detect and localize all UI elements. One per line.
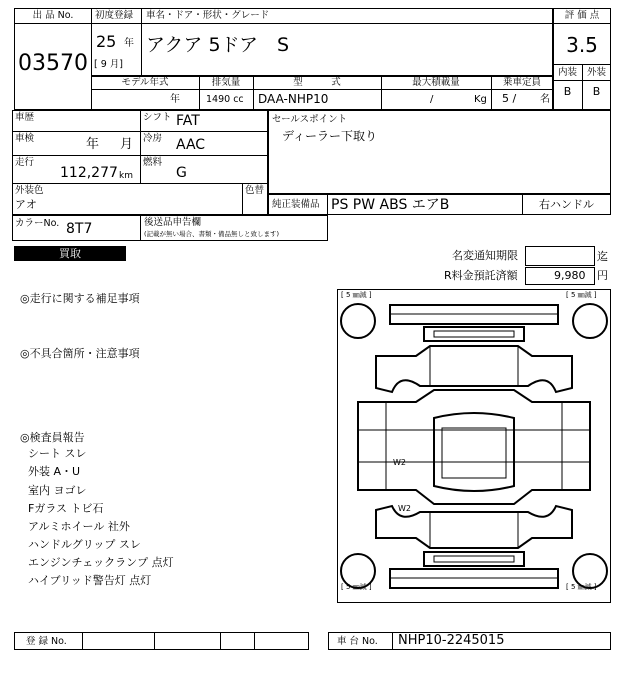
after-items-label: 後送品申告欄	[144, 217, 202, 228]
sales-point-label: セールスポイント	[272, 114, 348, 125]
car-diagram	[337, 289, 611, 603]
inspection-year-unit: 年	[86, 137, 100, 152]
car-desc-label: 車名・ドア・形状・グレード	[146, 10, 270, 21]
report-item: ハイブリッド警告灯 点灯	[28, 574, 152, 587]
notice-label: 名変通知期限	[452, 249, 518, 262]
car-outline	[338, 290, 610, 602]
report-item: エンジンチェックランプ 点灯	[28, 556, 174, 569]
fuel-label: 燃料	[143, 157, 163, 168]
recolor-label: 色替	[245, 185, 265, 196]
tyre-tag-front-left: [ 5 ㎜減 ]	[341, 291, 372, 299]
score-label: 評 価 点	[564, 10, 600, 21]
interior-score: B	[563, 85, 572, 98]
cabin-outline	[434, 413, 514, 491]
inspector-heading: ◎検査員報告	[20, 431, 85, 444]
first-reg-label: 初度登録	[95, 10, 134, 21]
capacity: 5 /	[502, 92, 517, 105]
interior-label: 内装	[557, 67, 577, 78]
ac-value: AAC	[176, 137, 206, 153]
ext-color-value: アオ	[15, 198, 37, 211]
displacement-label: 排気量	[211, 77, 241, 88]
purchase-bar: 買取	[14, 246, 126, 261]
chassis-label: 車 台 No.	[337, 636, 378, 647]
model-year-unit: 年	[170, 94, 180, 105]
displacement: 1490 cc	[206, 94, 244, 105]
capacity-unit: 名	[540, 94, 550, 105]
tyre-tag-front-right: [ 5 ㎜減 ]	[566, 291, 597, 299]
exterior-label: 外装	[586, 67, 606, 78]
shift-value: FAT	[176, 113, 200, 129]
overall-score: 3.5	[566, 33, 598, 57]
damage-mark: W2	[398, 504, 411, 513]
notice-unit: 迄	[597, 250, 608, 263]
ac-label: 冷房	[143, 133, 163, 144]
shift-label: シフト	[143, 112, 172, 123]
body-outline	[358, 390, 590, 504]
ext-color-label: 外装色	[15, 185, 44, 196]
tyre-front-left	[341, 304, 375, 338]
history-label: 車歴	[15, 112, 35, 123]
tyre-tag-rear-right: [ 5 ㎜減 ]	[566, 583, 597, 591]
recycle-value: 9,980	[554, 269, 586, 282]
handle-side: 右ハンドル	[539, 198, 594, 211]
recycle-unit: 円	[597, 269, 608, 282]
report-item: シート スレ	[28, 447, 87, 460]
fuel-value: G	[176, 165, 187, 181]
sales-point-value: ディーラー下取り	[282, 129, 378, 143]
report-item: ハンドルグリップ スレ	[28, 538, 141, 551]
defects-heading: ◎不具合箇所・注意事項	[20, 347, 140, 360]
mileage-label: 走行	[15, 157, 35, 168]
color-no-label: カラーNo.	[15, 218, 60, 229]
tyre-front-right	[573, 304, 607, 338]
inspection-month-unit: 月	[120, 137, 134, 152]
report-item: Fガラス トビ石	[28, 502, 104, 515]
after-items-note: (記載が無い場合、書類・備品無しと致します)	[144, 230, 280, 238]
color-no-value: 8T7	[66, 221, 93, 237]
lot-number-label: 出 品 No.	[32, 10, 74, 21]
report-item: 室内 ヨゴレ	[28, 484, 87, 497]
equipment-label: 純正装備品	[272, 199, 320, 210]
capacity-label: 乗車定員	[502, 77, 541, 88]
mileage-unit: km	[119, 171, 133, 181]
vehicle-type: DAA-NHP10	[258, 92, 329, 106]
tyre-tag-rear-left: [ 5 ㎜減 ]	[341, 583, 372, 591]
damage-mark: W2	[393, 458, 406, 467]
report-item: アルミホイール 社外	[28, 520, 130, 533]
driving-heading: ◎走行に関する補足事項	[20, 292, 140, 305]
max-load-slash: /	[430, 94, 434, 105]
inspection-label: 車検	[15, 133, 35, 144]
notice-value-box	[525, 246, 595, 266]
report-item: 外装 A・U	[28, 465, 81, 478]
exterior-score: B	[592, 85, 601, 98]
first-reg-month: [ 9 月]	[94, 59, 123, 70]
first-reg-year: 25	[96, 32, 117, 51]
recycle-label: R料金預託済額	[444, 269, 518, 282]
equipment-value: PS PW ABS エアB	[331, 197, 450, 213]
max-load-label: 最大積載量	[412, 77, 460, 88]
mileage-value: 112,277	[60, 165, 118, 181]
max-load-unit: Kg	[474, 94, 487, 105]
front-side-view	[376, 346, 572, 392]
first-reg-year-unit: 年	[124, 38, 134, 49]
car-name: アクア 5ドア S	[146, 34, 290, 56]
type-label: 型 式	[293, 77, 341, 88]
chassis-number: NHP10-2245015	[398, 633, 505, 648]
model-year-label: モデル年式	[121, 77, 169, 88]
registration-label: 登 録 No.	[26, 636, 67, 647]
lot-number: 03570	[18, 51, 88, 76]
